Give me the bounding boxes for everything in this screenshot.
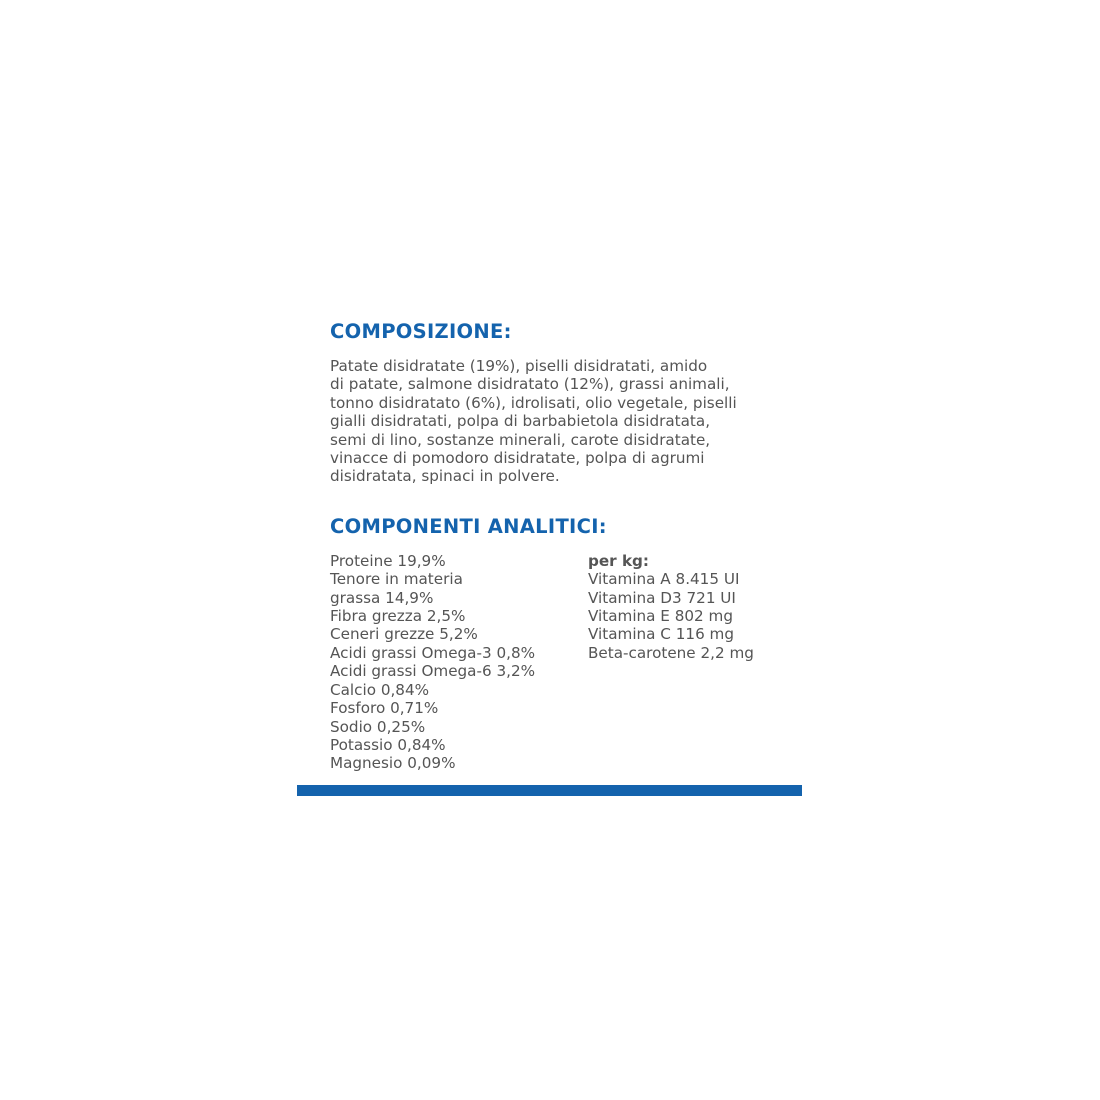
composition-line: vinacce di pomodoro disidratate, polpa di agrumi <box>330 449 705 468</box>
vitamin-item: Vitamina D3 721 UI <box>588 588 736 607</box>
analytical-item: Calcio 0,84% <box>330 680 430 699</box>
analytical-item: Tenore in materia <box>330 570 463 589</box>
composition-heading: COMPOSIZIONE: <box>330 320 512 343</box>
analytical-item: Acidi grassi Omega-3 0,8% <box>330 643 536 662</box>
composition-line: gialli disidratati, polpa di barbabietola disidratata, <box>330 412 711 431</box>
composition-text <box>330 357 780 486</box>
vitamin-item: Vitamina C 116 mg <box>588 625 734 644</box>
analytical-item: Proteine 19,9% <box>330 551 446 570</box>
analytical-item: grassa 14,9% <box>330 588 434 607</box>
analytical-item: Ceneri grezze 5,2% <box>330 625 478 644</box>
analytical-item: Sodio 0,25% <box>330 717 426 736</box>
analytical-columns <box>330 552 810 773</box>
analytical-right-column <box>588 552 808 662</box>
composition-line: semi di lino, sostanze minerali, carote disidratate, <box>330 430 711 449</box>
composition-line: Patate disidratate (19%), piselli disidratati, amido <box>330 357 708 375</box>
analytical-components-heading: COMPONENTI ANALITICI: <box>330 514 607 538</box>
analytical-item: Magnesio 0,09% <box>330 754 456 773</box>
composition-line: disidratata, spinaci in polvere. <box>330 467 560 486</box>
analytical-item: Fibra grezza 2,5% <box>330 607 466 626</box>
blue-divider-bar <box>297 785 802 796</box>
per-kg-label: per kg: <box>588 551 649 570</box>
vitamin-item: Vitamina A 8.415 UI <box>588 570 740 589</box>
analytical-item: Acidi grassi Omega-6 3,2% <box>330 662 536 681</box>
analytical-item: Fosforo 0,71% <box>330 699 439 718</box>
analytical-left-column <box>330 552 588 773</box>
composition-line: tonno disidratato (6%), idrolisati, olio vegetale, piselli <box>330 393 737 412</box>
vitamin-item: Beta-carotene 2,2 mg <box>588 643 754 662</box>
nutrition-panel <box>330 320 810 773</box>
analytical-item: Potassio 0,84% <box>330 735 446 754</box>
composition-line: di patate, salmone disidratato (12%), grassi animali, <box>330 375 730 394</box>
vitamin-item: Vitamina E 802 mg <box>588 607 733 626</box>
